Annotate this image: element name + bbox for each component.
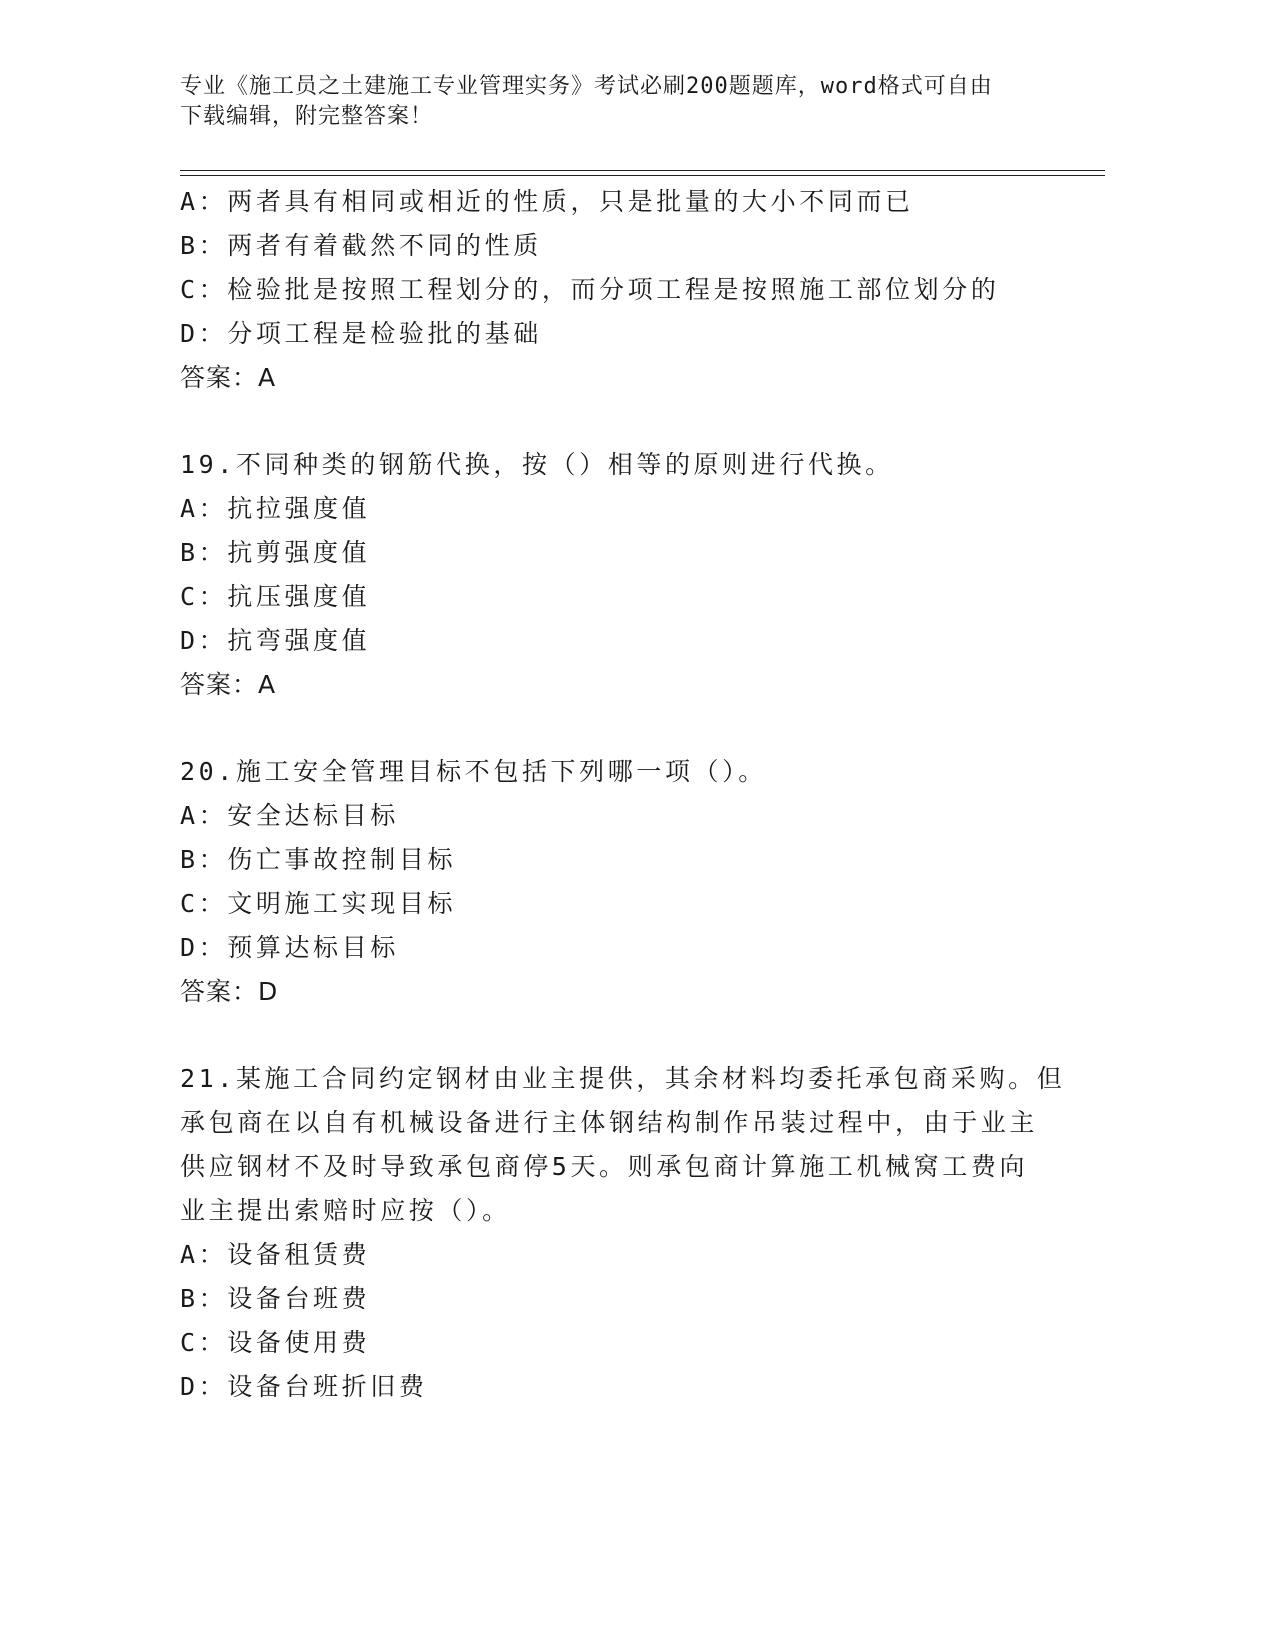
option-a: A：抗拉强度值 (180, 494, 371, 523)
option-d: D：分项工程是检验批的基础 (180, 319, 542, 348)
option-b: B：两者有着截然不同的性质 (180, 231, 542, 260)
question-20 (180, 750, 1060, 1014)
option-d: D：抗弯强度值 (180, 626, 371, 655)
header-line-1: 专业《施工员之土建施工专业管理实务》考试必刷200题题库，word格式可自由 (180, 74, 993, 99)
question-list (180, 180, 1066, 1409)
option-b: B：伤亡事故控制目标 (180, 845, 457, 874)
question-text-line-1: 21.某施工合同约定钢材由业主提供，其余材料均委托承包商采购。但 (180, 1064, 1066, 1093)
question-21 (180, 1057, 1066, 1409)
header-divider-top (180, 170, 1105, 171)
header-line-2: 下载编辑，附完整答案！ (180, 104, 434, 129)
question-text-line-3: 供应钢材不及时导致承包商停5天。则承包商计算施工机械窝工费向 (180, 1152, 1029, 1181)
option-a: A：安全达标目标 (180, 801, 399, 830)
question-text: 19.不同种类的钢筋代换，按（）相等的原则进行代换。 (180, 450, 894, 479)
question-19 (180, 443, 1060, 707)
option-d: D：设备台班折旧费 (180, 1372, 428, 1401)
document-header (180, 72, 1060, 132)
answer: 答案：A (180, 670, 277, 699)
option-d: D：预算达标目标 (180, 933, 399, 962)
option-c: C：文明施工实现目标 (180, 889, 457, 918)
option-b: B：抗剪强度值 (180, 538, 371, 567)
question-18 (180, 180, 1060, 400)
option-a: A：设备租赁费 (180, 1240, 371, 1269)
answer: 答案：A (180, 363, 277, 392)
option-a: A：两者具有相同或相近的性质，只是批量的大小不同而已 (180, 187, 914, 216)
question-text-line-2: 承包商在以自有机械设备进行主体钢结构制作吊装过程中，由于业主 (180, 1108, 1039, 1137)
answer: 答案：D (180, 977, 279, 1006)
header-divider-bottom (180, 175, 1105, 176)
question-text: 20.施工安全管理目标不包括下列哪一项（）。 (180, 757, 767, 786)
option-b: B：设备台班费 (180, 1284, 371, 1313)
option-c: C：设备使用费 (180, 1328, 371, 1357)
question-text-line-4: 业主提出索赔时应按（）。 (180, 1196, 511, 1225)
option-c: C：抗压强度值 (180, 582, 371, 611)
option-c: C：检验批是按照工程划分的，而分项工程是按照施工部位划分的 (180, 275, 1000, 304)
